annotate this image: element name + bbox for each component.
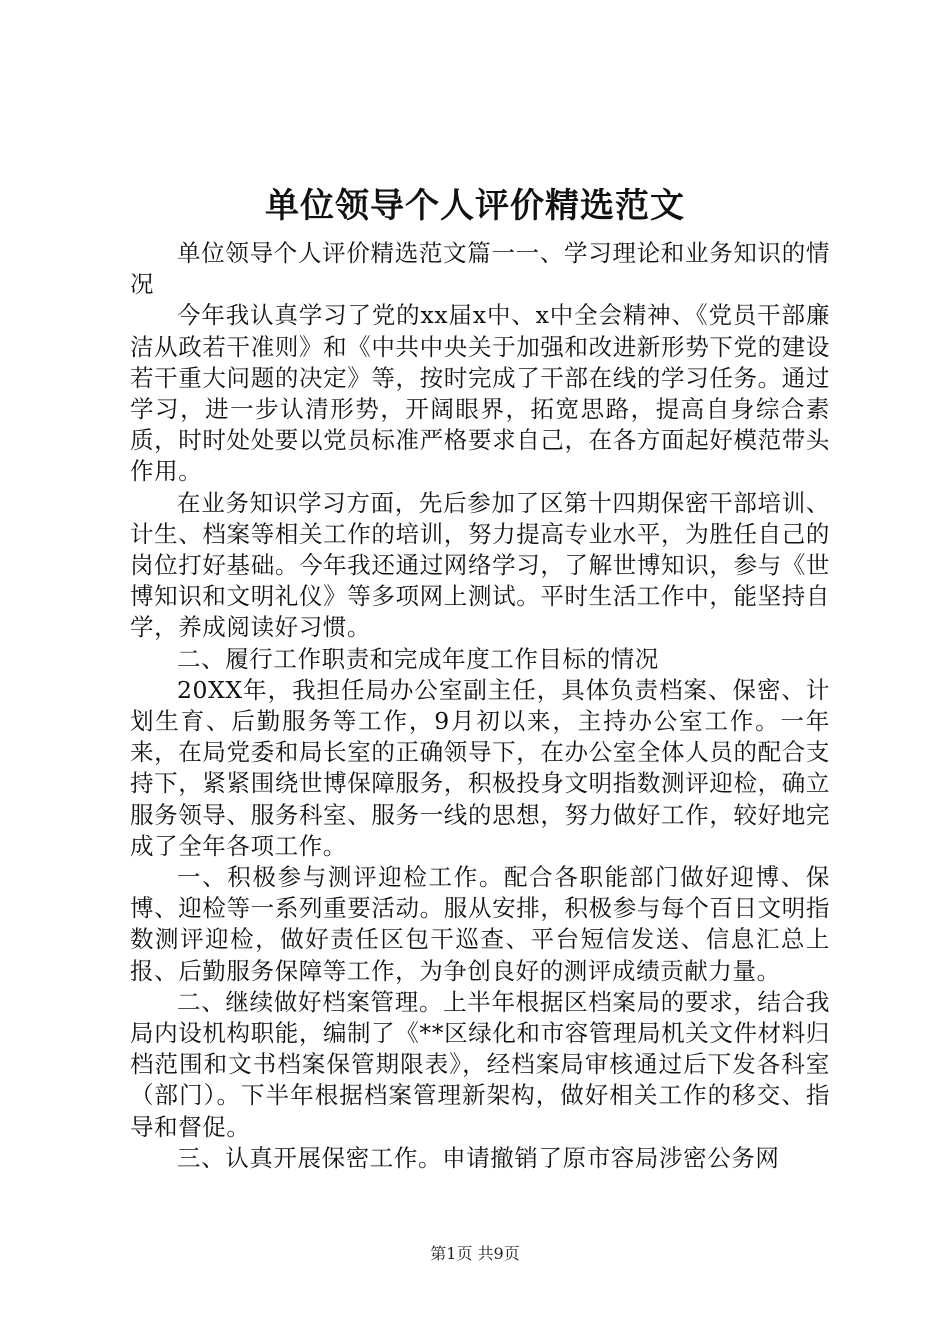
paragraph-8: 三、认真开展保密工作。申请撤销了原市容局涉密公务网 (177, 1143, 780, 1172)
document-body (130, 238, 830, 1174)
paragraph-3: 在业务知识学习方面，先后参加了区第十四期保密干部培训、计生、档案等相关工作的培训，努力提高专业水平，为胜任自己的岗位打好基础。今年我还通过网络学习，了解世博知识，参与《世博知识和文明礼仪》等多项网上测试。平时生活工作中，能坚持自学，养成阅读好习惯。 (130, 488, 830, 642)
paragraph-5: 20XX年，我担任局办公室副主任，具体负责档案、保密、计划生育、后勤服务等工作，9月初以来，主持办公室工作。一年来，在局党委和局长室的正确领导下，在办公室全体人员的配合支持下，紧紧围绕世博保障服务，积极投身文明指数测评迎检，确立服务领导、服务科室、服务一线的思想，努力做好工作，较好地完成了全年各项工作。 (130, 675, 830, 860)
page-number-footer: 第1页 共9页 (430, 1244, 520, 1263)
paragraph-6: 一、积极参与测评迎检工作。配合各职能部门做好迎博、保博、迎检等一系列重要活动。服从安排，积极参与每个百日文明指数测评迎检，做好责任区包干巡查、平台短信发送、信息汇总上报、后勤服务保障等工作，为争创良好的测评成绩贡献力量。 (130, 863, 830, 985)
paragraph-2: 今年我认真学习了党的xx届x中、x中全会精神、《党员干部廉洁从政若干准则》和《中共中央关于加强和改进新形势下党的建设若干重大问题的决定》等，按时完成了干部在线的学习任务。通过学习，进一步认清形势，开阔眼界，拓宽思路，提高自身综合素质，时时处处要以党员标准严格要求自己，在各方面起好模范带头作用。 (130, 301, 830, 486)
paragraph-4: 二、履行工作职责和完成年度工作目标的情况 (177, 644, 659, 673)
paragraph-1: 单位领导个人评价精选范文篇一一、学习理论和业务知识的情况 (130, 239, 830, 299)
paragraph-7: 二、继续做好档案管理。上半年根据区档案局的要求，结合我局内设机构职能，编制了《**区绿化和市容管理局机关文件材料归档范围和文书档案保管期限表》，经档案局审核通过后下发各科室（部门）。下半年根据档案管理新架构，做好相关工作的移交、指导和督促。 (130, 987, 830, 1141)
document-title: 单位领导个人评价精选范文 (265, 186, 685, 226)
